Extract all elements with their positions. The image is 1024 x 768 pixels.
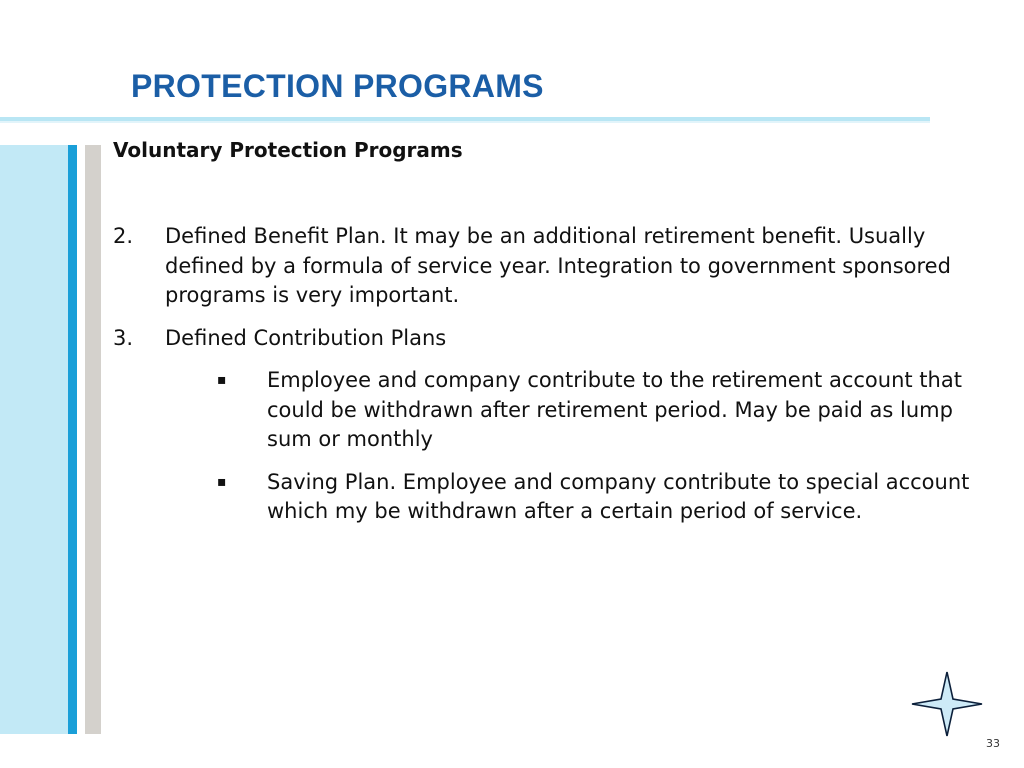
side-band-blue: [68, 145, 77, 734]
four-point-star-icon: [910, 670, 984, 738]
item-number: 3.: [113, 325, 134, 350]
slide-title: PROTECTION PROGRAMS: [131, 68, 544, 104]
numbered-item: [113, 222, 965, 311]
side-band-light: [0, 145, 68, 734]
slide-content: [113, 222, 993, 540]
title-divider-shadow: [0, 121, 930, 123]
side-band-gray: [85, 145, 101, 734]
item-number: 2.: [113, 224, 134, 248]
numbered-item: [113, 324, 965, 354]
item-text: Defined Benefit Plan. It may be an additional retirement benefit. Usually defined by a formula of service year. Integration to government sponsored programs is very important.: [165, 224, 951, 307]
bullet-item: [217, 366, 981, 455]
square-bullet-icon: ▪: [217, 372, 227, 388]
slide-subtitle: Voluntary Protection Programs: [113, 138, 463, 162]
bullet-text: Saving Plan. Employee and company contribute to special account which my be withdrawn after a certain period of service.: [267, 469, 970, 523]
item-text: Defined Contribution Plans: [165, 325, 447, 350]
page-number: 33: [986, 737, 1000, 750]
bullet-text: Employee and company contribute to the retirement account that could be withdrawn after retirement period. May be paid as lump sum or monthly: [267, 368, 962, 451]
bullet-item: [217, 468, 981, 527]
square-bullet-icon: ▪: [217, 473, 227, 490]
